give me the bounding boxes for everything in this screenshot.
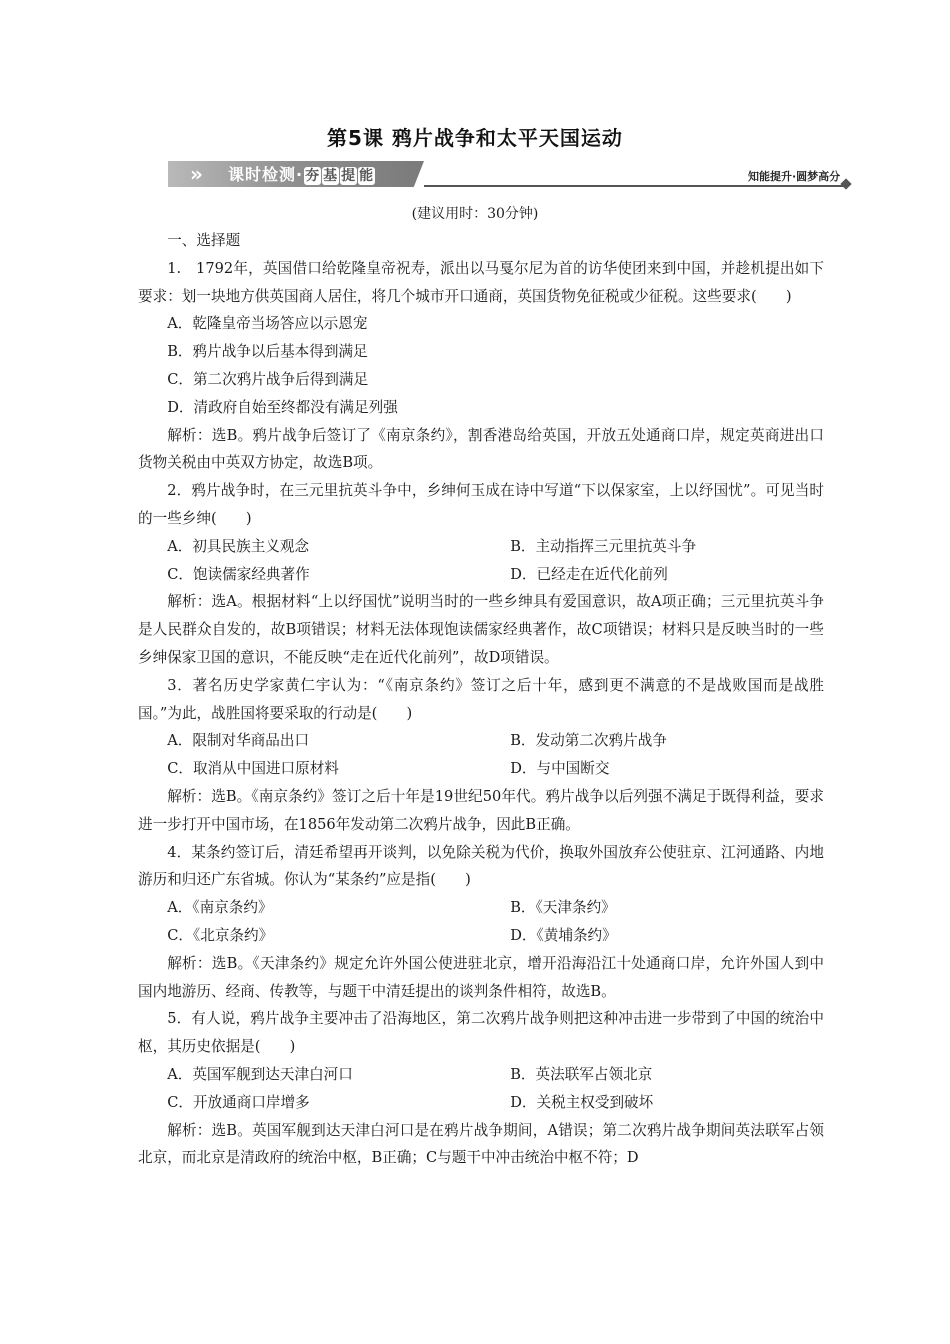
banner-box-3: 提 xyxy=(341,168,357,184)
q2-option-b: B．主动指挥三元里抗英斗争 xyxy=(510,537,697,555)
q2-options-row1 xyxy=(138,533,824,561)
q2-option-c: C．饱读儒家经典著作 xyxy=(167,565,310,583)
q4-option-d: D．《黄埔条约》 xyxy=(510,926,617,944)
q3-stem: 3．著名历史学家黄仁宇认为：“《南京条约》签订之后十年，感到更不满意的不是战败国而是战胜国。”为此，战胜国将要采取的行动是( ) xyxy=(138,676,824,722)
header-rule xyxy=(424,185,844,187)
suggested-time: (建议用时：30分钟) xyxy=(411,206,539,222)
q2-option-d: D．已经走在近代化前列 xyxy=(510,565,668,583)
banner-main-label: 课时检测· xyxy=(228,165,304,184)
q5-option-a: A．英国军舰到达天津白河口 xyxy=(167,1065,353,1083)
page-title: 第5课 鸦片战争和太平天国运动 xyxy=(327,126,623,150)
q1-option-d: D．清政府自始至终都没有满足列强 xyxy=(167,398,398,416)
q4-option-c: C．《北京条约》 xyxy=(167,926,274,944)
q3-options-row2 xyxy=(138,755,824,783)
banner-box-4: 能 xyxy=(359,168,375,184)
q3-option-a: A．限制对华商品出口 xyxy=(167,732,310,750)
q5-option-c: C．开放通商口岸增多 xyxy=(167,1093,310,1111)
q4-options-row2 xyxy=(138,922,824,950)
q5-stem: 5．有人说，鸦片战争主要冲击了沿海地区，第二次鸦片战争则把这种冲击进一步带到了中国的统治中枢，其历史依据是( ) xyxy=(138,1010,824,1056)
q3-option-b: B．发动第二次鸦片战争 xyxy=(510,732,667,750)
q1-stem: 1. 1792年，英国借口给乾隆皇帝祝寿，派出以马戛尔尼为首的访华使团来到中国，并趁机提出如下要求：划一块地方供英国商人居住，将几个城市开口通商，英国货物免征税或少征税。这些要求( ) xyxy=(138,259,824,305)
chevron-right-icon: » xyxy=(190,162,203,186)
q4-stem: 4．某条约签订后，清廷希望再开谈判，以免除关税为代价，换取外国放弃公使驻京、江河通路、内地游历和归还广东省城。你认为“某条约”应是指( ) xyxy=(138,843,824,889)
tagline: 知能提升·圆梦高分 xyxy=(748,170,841,183)
q1-analysis: 解析：选B。鸦片战争后签订了《南京条约》，割香港岛给英国，开放五处通商口岸，规定英商进出口货物关税由中英双方协定，故选B项。 xyxy=(138,426,824,472)
diamond-icon xyxy=(840,178,851,189)
q2-stem: 2．鸦片战争时，在三元里抗英斗争中，乡绅何玉成在诗中写道“下以保家室，上以纾国忧”。可见当时的一些乡绅( ) xyxy=(138,482,824,527)
q5-option-d: D．关税主权受到破坏 xyxy=(510,1093,654,1111)
section-heading: 一、选择题 xyxy=(167,232,241,249)
q5-option-b: B．英法联军占领北京 xyxy=(510,1065,653,1083)
question-content xyxy=(138,227,824,1172)
q1-option-a: A．乾隆皇帝当场答应以示恩宠 xyxy=(167,315,368,333)
banner-text xyxy=(228,164,375,186)
q4-option-b: B．《天津条约》 xyxy=(510,899,616,917)
banner-box-1: 夯 xyxy=(305,168,321,184)
q3-analysis: 解析：选B。《南京条约》签订之后十年是19世纪50年代。鸦片战争以后列强不满足于既得利益，要求进一步打开中国市场，在1856年发动第二次鸦片战争，因此B正确。 xyxy=(138,787,824,833)
q1-option-c: C．第二次鸦片战争后得到满足 xyxy=(167,370,369,388)
q2-analysis: 解析：选A。根据材料“上以纾国忧”说明当时的一些乡绅具有爱国意识，故A项正确；三元里抗英斗争是人民群众自发的，故B项错误；材料无法体现饱读儒家经典著作，故C项错误；材料只是反映当时的一些乡绅保家卫国的意识，不能反映“走在近代化前列”，故D项错误。 xyxy=(138,593,824,666)
q2-options-row2 xyxy=(138,561,824,589)
banner-box-2: 基 xyxy=(323,168,339,184)
q4-options-row1 xyxy=(138,894,824,922)
q4-option-a: A．《南京条约》 xyxy=(167,899,273,917)
q5-options-row2 xyxy=(138,1089,824,1117)
q5-analysis: 解析：选B。英国军舰到达天津白河口是在鸦片战争期间，A错误；第二次鸦片战争期间英法联军占领北京，而北京是清政府的统治中枢，B正确；C与题干中冲击统治中枢不符；D xyxy=(138,1121,824,1167)
q3-option-c: C．取消从中国进口原材料 xyxy=(167,760,339,778)
q4-analysis: 解析：选B。《天津条约》规定允许外国公使进驻北京，增开沿海沿江十处通商口岸，允许外国人到中国内地游历、经商、传教等，与题干中清廷提出的谈判条件相符，故选B。 xyxy=(138,954,824,1000)
q3-option-d: D．与中国断交 xyxy=(510,760,610,778)
q3-options-row1 xyxy=(138,727,824,755)
q5-options-row1 xyxy=(138,1061,824,1089)
q1-option-b: B．鸦片战争以后基本得到满足 xyxy=(167,343,368,361)
q2-option-a: A．初具民族主义观念 xyxy=(167,537,310,555)
